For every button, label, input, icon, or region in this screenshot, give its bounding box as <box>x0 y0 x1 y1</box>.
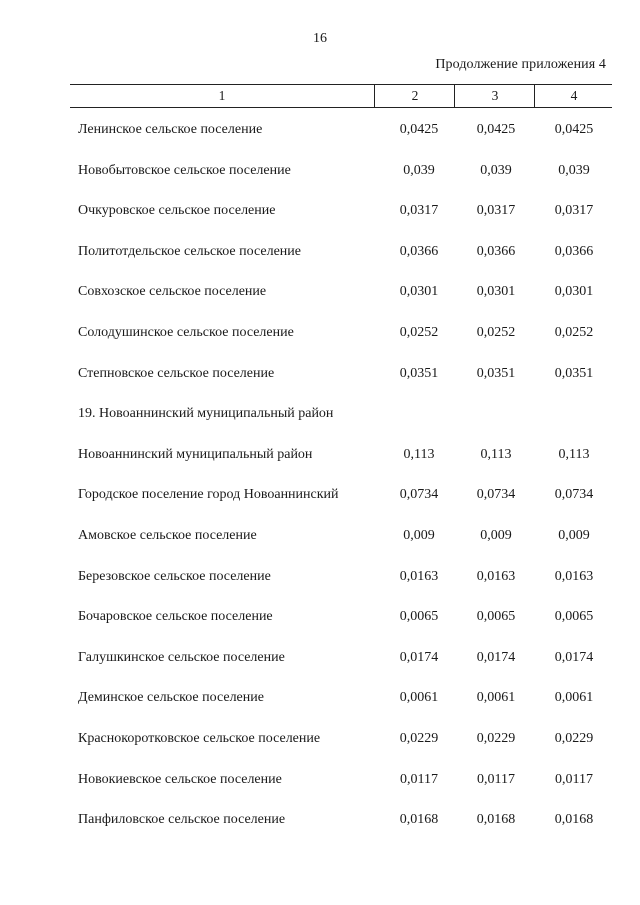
row-name: 19. Новоаннинский муниципальный район <box>78 406 334 422</box>
row-name: Солодушинское сельское поселение <box>78 324 294 340</box>
value-col-2: 0,0168 <box>399 812 439 828</box>
row-name: Совхозское сельское поселение <box>78 284 267 300</box>
value-col-2: 0,0734 <box>399 487 439 503</box>
value-col-2: 0,0425 <box>399 122 439 137</box>
column-header-3: 3 <box>454 85 535 107</box>
row-name: Бочаровское сельское поселение <box>78 609 273 625</box>
row-name: Деминское сельское поселение <box>78 690 264 706</box>
column-header-1: 1 <box>218 88 226 103</box>
value-col-3: 0,0351 <box>476 365 516 381</box>
table-row <box>0 313 640 354</box>
value-col-3: 0,0174 <box>476 649 516 665</box>
value-col-4: 0,0366 <box>554 243 594 259</box>
value-col-3: 0,009 <box>480 527 512 543</box>
table-row <box>0 557 640 598</box>
value-col-2: 0,0301 <box>399 284 439 300</box>
value-col-2: 0,0065 <box>399 609 439 625</box>
value-col-3: 0,0117 <box>477 771 515 787</box>
value-col-2: 0,0174 <box>399 649 439 665</box>
value-col-2: 0,0163 <box>399 568 439 584</box>
value-col-3: 0,039 <box>480 162 512 178</box>
page-number: 16 <box>313 31 327 46</box>
table-row <box>0 151 640 192</box>
row-name: Галушкинское сельское поселение <box>78 649 285 665</box>
value-col-3: 0,0168 <box>476 812 516 828</box>
row-name: Ленинское сельское поселение <box>78 122 263 137</box>
value-col-4: 0,0174 <box>554 649 594 665</box>
value-col-4: 0,0734 <box>554 487 594 503</box>
value-col-4: 0,0252 <box>554 324 594 340</box>
value-col-4: 0,009 <box>558 527 590 543</box>
value-col-3: 0,0301 <box>476 284 516 300</box>
value-col-3: 0,0317 <box>476 203 516 219</box>
row-name: Очкуровское сельское поселение <box>78 203 276 219</box>
value-col-4: 0,0351 <box>554 365 594 381</box>
continuation-label: Продолжение приложения 4 <box>435 57 606 72</box>
table-row <box>0 760 640 801</box>
value-col-3: 0,0734 <box>476 487 516 503</box>
row-name: Березовское сельское поселение <box>78 568 271 584</box>
column-header-2: 2 <box>374 85 455 107</box>
value-col-4: 0,0301 <box>554 284 594 300</box>
table-row <box>0 435 640 476</box>
value-col-4: 0,0065 <box>554 609 594 625</box>
table-row <box>0 719 640 760</box>
value-col-4: 0,0229 <box>554 730 594 746</box>
table-row <box>0 678 640 719</box>
table-row <box>0 597 640 638</box>
table-row <box>0 354 640 395</box>
value-col-4: 0,0061 <box>554 690 594 706</box>
value-col-2: 0,0229 <box>399 730 439 746</box>
value-col-2: 0,0252 <box>399 324 439 340</box>
value-col-4: 0,0117 <box>555 771 593 787</box>
table-row <box>0 638 640 679</box>
value-col-3: 0,0229 <box>476 730 516 746</box>
row-name: Политотдельское сельское поселение <box>78 243 301 259</box>
row-name: Панфиловское сельское поселение <box>78 812 286 828</box>
value-col-2: 0,113 <box>403 446 435 462</box>
value-col-3: 0,0061 <box>476 690 516 706</box>
row-name: Краснокоротковское сельское поселение <box>78 730 321 746</box>
row-name: Степновское сельское поселение <box>78 365 275 381</box>
table-row <box>0 191 640 232</box>
value-col-2: 0,0061 <box>399 690 439 706</box>
row-name: Амовское сельское поселение <box>78 527 257 543</box>
row-name: Новобытовское сельское поселение <box>78 162 291 178</box>
row-name: Городское поселение город Новоаннинский <box>78 487 339 503</box>
value-col-2: 0,009 <box>403 527 435 543</box>
value-col-3: 0,0425 <box>476 122 516 137</box>
row-name: Новоаннинский муниципальный район <box>78 446 313 462</box>
value-col-2: 0,0317 <box>399 203 439 219</box>
value-col-3: 0,0163 <box>476 568 516 584</box>
value-col-4: 0,113 <box>558 446 590 462</box>
table-row <box>0 232 640 273</box>
value-col-4: 0,0425 <box>554 122 594 137</box>
table-body <box>0 110 640 841</box>
value-col-2: 0,0117 <box>400 771 438 787</box>
value-col-3: 0,0065 <box>476 609 516 625</box>
table-row <box>0 394 640 435</box>
table-header <box>70 84 612 108</box>
value-col-4: 0,0168 <box>554 812 594 828</box>
value-col-4: 0,0317 <box>554 203 594 219</box>
value-col-4: 0,0163 <box>554 568 594 584</box>
table-row <box>0 800 640 841</box>
table-row <box>0 475 640 516</box>
value-col-2: 0,0366 <box>399 243 439 259</box>
value-col-2: 0,039 <box>403 162 435 178</box>
value-col-2: 0,0351 <box>399 365 439 381</box>
value-col-4: 0,039 <box>558 162 590 178</box>
table-row <box>0 272 640 313</box>
column-header-4: 4 <box>534 85 613 107</box>
row-name: Новокиевское сельское поселение <box>78 771 282 787</box>
value-col-3: 0,0366 <box>476 243 516 259</box>
table-row <box>0 516 640 557</box>
value-col-3: 0,0252 <box>476 324 516 340</box>
table-row <box>0 110 640 151</box>
value-col-3: 0,113 <box>480 446 512 462</box>
